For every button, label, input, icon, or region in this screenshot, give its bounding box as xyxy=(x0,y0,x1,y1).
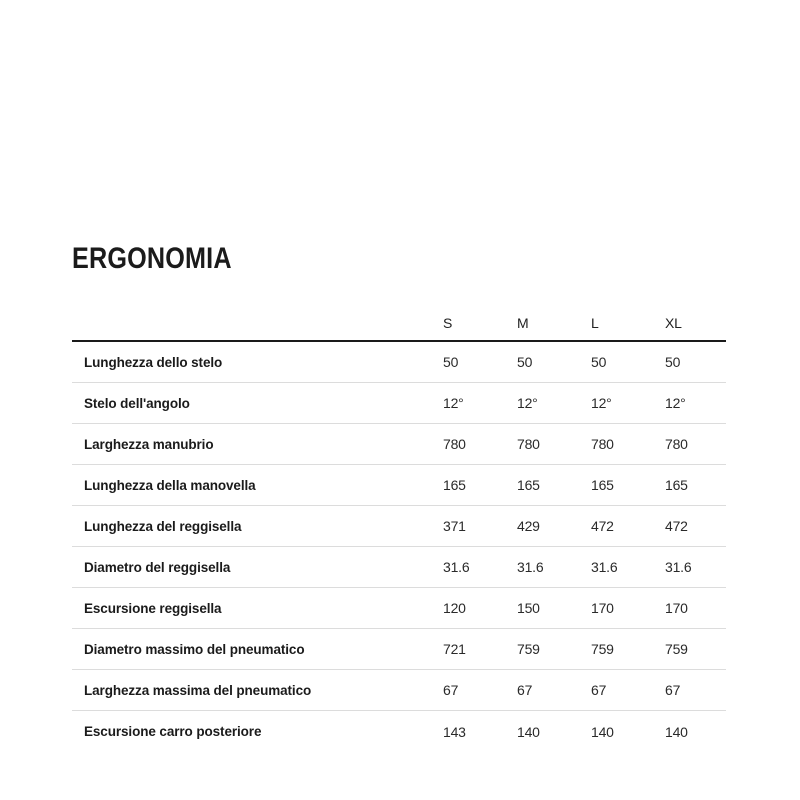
cell-value: 50 xyxy=(517,354,533,370)
column-header-m: M xyxy=(517,315,529,331)
row-label: Lunghezza della manovella xyxy=(84,477,256,493)
cell-value: 50 xyxy=(443,354,459,370)
page-title: ERGONOMIA xyxy=(72,242,232,275)
cell-value: 780 xyxy=(591,436,614,452)
row-label: Escursione carro posteriore xyxy=(84,724,262,739)
cell-value: 165 xyxy=(443,477,466,493)
column-header-s: S xyxy=(443,315,453,331)
cell-value: 31.6 xyxy=(665,559,692,575)
cell-value: 759 xyxy=(591,641,614,657)
cell-value: 721 xyxy=(443,641,466,657)
cell-value: 143 xyxy=(443,723,466,740)
cell-value: 12° xyxy=(443,395,464,411)
cell-value: 67 xyxy=(591,682,607,698)
cell-value: 371 xyxy=(443,518,466,534)
cell-value: 50 xyxy=(665,354,681,370)
row-label: Diametro massimo del pneumatico xyxy=(84,641,305,657)
cell-value: 780 xyxy=(443,436,466,452)
table-row xyxy=(72,629,726,670)
cell-value: 759 xyxy=(665,641,688,657)
ergonomics-spec-table xyxy=(72,310,726,752)
row-label: Lunghezza del reggisella xyxy=(84,518,242,534)
cell-value: 170 xyxy=(665,600,688,616)
cell-value: 12° xyxy=(591,395,612,411)
cell-value: 50 xyxy=(591,354,607,370)
cell-value: 472 xyxy=(591,518,614,534)
cell-value: 165 xyxy=(665,477,688,493)
table-row xyxy=(72,506,726,547)
table-row xyxy=(72,424,726,465)
table-row xyxy=(72,383,726,424)
cell-value: 429 xyxy=(517,518,540,534)
row-label: Diametro del reggisella xyxy=(84,559,231,575)
cell-value: 780 xyxy=(665,436,688,452)
row-label: Larghezza manubrio xyxy=(84,436,214,452)
cell-value: 140 xyxy=(517,723,540,740)
cell-value: 31.6 xyxy=(517,559,544,575)
cell-value: 780 xyxy=(517,436,540,452)
cell-value: 150 xyxy=(517,600,540,616)
row-label: Escursione reggisella xyxy=(84,600,222,616)
cell-value: 170 xyxy=(591,600,614,616)
cell-value: 472 xyxy=(665,518,688,534)
cell-value: 165 xyxy=(591,477,614,493)
row-label: Stelo dell'angolo xyxy=(84,395,190,411)
table-row xyxy=(72,711,726,752)
cell-value: 759 xyxy=(517,641,540,657)
cell-value: 67 xyxy=(517,682,533,698)
cell-value: 165 xyxy=(517,477,540,493)
table-row xyxy=(72,547,726,588)
cell-value: 12° xyxy=(517,395,538,411)
cell-value: 120 xyxy=(443,600,466,616)
table-row xyxy=(72,465,726,506)
row-label: Lunghezza dello stelo xyxy=(84,354,223,370)
cell-value: 140 xyxy=(665,723,688,740)
cell-value: 67 xyxy=(665,682,681,698)
cell-value: 31.6 xyxy=(443,559,470,575)
row-label: Larghezza massima del pneumatico xyxy=(84,682,312,698)
table-row xyxy=(72,588,726,629)
column-header-l: L xyxy=(591,315,599,331)
cell-value: 140 xyxy=(591,723,614,740)
column-header-xl: XL xyxy=(665,315,682,331)
table-row xyxy=(72,342,726,383)
cell-value: 67 xyxy=(443,682,459,698)
table-row xyxy=(72,670,726,711)
table-header-row xyxy=(72,310,726,342)
cell-value: 31.6 xyxy=(591,559,618,575)
cell-value: 12° xyxy=(665,395,686,411)
